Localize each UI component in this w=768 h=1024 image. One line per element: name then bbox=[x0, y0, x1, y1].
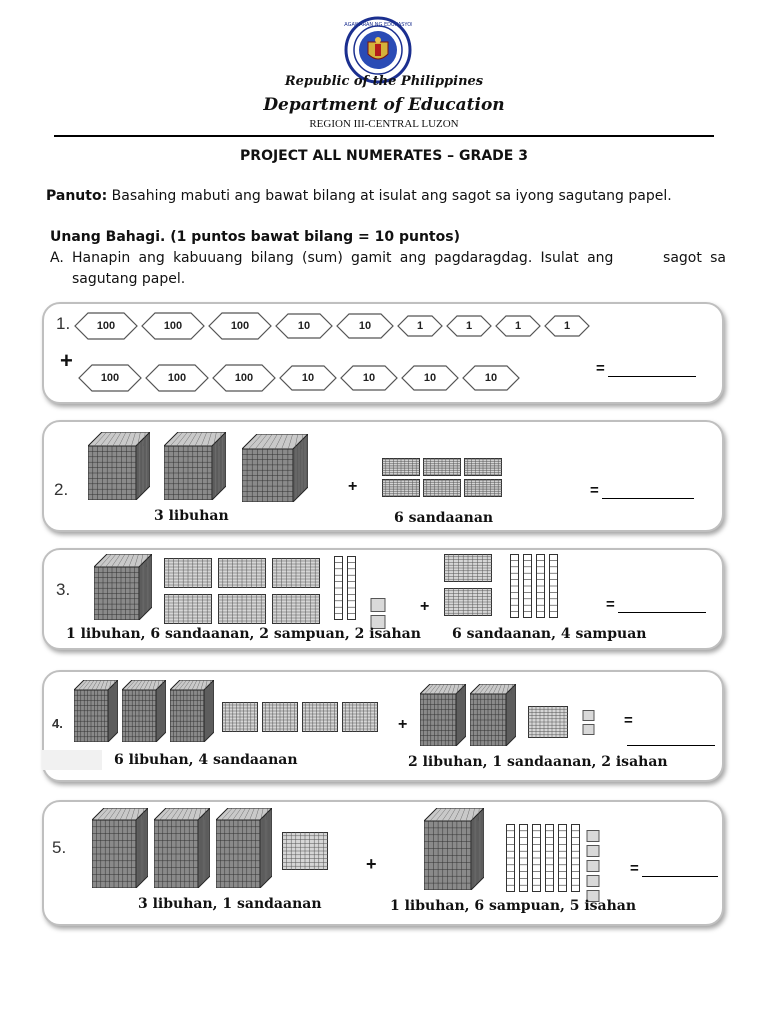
answer-blank[interactable] bbox=[596, 360, 696, 377]
place-value-token bbox=[544, 315, 590, 337]
hundred-flats bbox=[444, 554, 492, 620]
item-card-2 bbox=[42, 420, 724, 532]
equals-sign: = bbox=[624, 712, 633, 729]
hundred-flats bbox=[282, 832, 328, 874]
item-card-5 bbox=[42, 800, 724, 926]
item-number: 1. bbox=[56, 314, 71, 333]
place-value-token bbox=[462, 365, 520, 391]
caption-right: 6 sandaanan, 4 sampuan bbox=[452, 626, 647, 642]
department-text: Department of Education bbox=[263, 95, 505, 115]
one-units bbox=[586, 830, 600, 906]
place-value-token bbox=[401, 365, 459, 391]
place-value-token bbox=[74, 312, 138, 340]
instruction-line-2: sagutang papel. bbox=[72, 271, 186, 287]
item-number: 3. bbox=[56, 580, 71, 599]
thousand-cube bbox=[216, 808, 272, 892]
hundred-flats bbox=[528, 706, 568, 742]
place-value-token bbox=[208, 312, 272, 340]
place-value-token bbox=[446, 315, 492, 337]
thousand-cube bbox=[164, 432, 226, 504]
item-number: 4. bbox=[52, 716, 63, 731]
thousand-cube bbox=[74, 680, 118, 746]
caption-left: 3 libuhan, 1 sandaanan bbox=[138, 896, 322, 912]
token-value: 100 bbox=[230, 320, 250, 332]
ten-rods bbox=[506, 824, 580, 896]
part-heading: Unang Bahagi. (1 puntos bawat bilang = 10 puntos) bbox=[50, 229, 460, 245]
hundred-flats bbox=[222, 702, 378, 736]
instruction-line-1: Hanapin ang kabuuang bilang (sum) gamit ang pagdaragdag. Isulat ang sagot sa bbox=[72, 250, 726, 266]
thousand-cube bbox=[92, 808, 148, 892]
place-value-token bbox=[145, 364, 209, 392]
token-value: 100 bbox=[167, 372, 187, 384]
svg-text:KAGAWARAN NG EDUKASYON: KAGAWARAN NG EDUKASYON bbox=[344, 22, 412, 28]
token-value: 1 bbox=[563, 320, 571, 332]
place-value-token bbox=[275, 313, 333, 339]
place-value-token bbox=[495, 315, 541, 337]
plus-sign: + bbox=[420, 598, 430, 615]
caption-right: 6 sandaanan bbox=[394, 510, 494, 526]
thousand-cube bbox=[242, 434, 308, 506]
thousand-cube bbox=[88, 432, 150, 504]
answer-blank[interactable] bbox=[590, 482, 694, 499]
plus-sign: + bbox=[60, 348, 73, 373]
token-value: 1 bbox=[416, 320, 424, 332]
ten-rods bbox=[334, 556, 356, 624]
token-value: 100 bbox=[96, 320, 116, 332]
place-value-token bbox=[212, 364, 276, 392]
thousand-cube bbox=[420, 684, 466, 750]
token-value: 10 bbox=[358, 320, 372, 332]
place-value-token bbox=[141, 312, 205, 340]
token-value: 100 bbox=[163, 320, 183, 332]
item-number: 5. bbox=[52, 838, 67, 857]
caption-left: 3 libuhan bbox=[154, 508, 229, 524]
token-value: 1 bbox=[514, 320, 522, 332]
panuto-text: Basahing mabuti ang bawat bilang at isulat ang sagot sa iyong sagutang papel. bbox=[111, 188, 672, 204]
answer-blank[interactable] bbox=[630, 860, 718, 877]
caption-left: 6 libuhan, 4 sandaanan bbox=[114, 752, 298, 768]
hundred-flats bbox=[164, 558, 320, 628]
token-value: 10 bbox=[362, 372, 376, 384]
place-value-token bbox=[340, 365, 398, 391]
answer-blank[interactable] bbox=[606, 596, 706, 613]
plus-sign: + bbox=[398, 716, 408, 733]
thousand-cube bbox=[154, 808, 210, 892]
place-value-token bbox=[279, 365, 337, 391]
token-value: 1 bbox=[465, 320, 473, 332]
region-text: REGION III-CENTRAL LUZON bbox=[309, 118, 459, 130]
equals-sign: = bbox=[590, 482, 599, 499]
republic-text: Republic of the Philippines bbox=[284, 74, 484, 89]
equals-sign: = bbox=[596, 360, 605, 377]
item-number: 2. bbox=[54, 480, 69, 499]
header-rule bbox=[54, 135, 714, 137]
item-card-4 bbox=[42, 670, 724, 782]
caption-right: 2 libuhan, 1 sandaanan, 2 isahan bbox=[408, 754, 668, 770]
place-value-token bbox=[397, 315, 443, 337]
hundred-flats bbox=[382, 458, 502, 501]
equals-sign: = bbox=[606, 596, 615, 613]
plus-sign: + bbox=[366, 854, 377, 874]
instruction-letter: A. bbox=[50, 250, 64, 266]
token-value: 10 bbox=[297, 320, 311, 332]
blank-patch bbox=[42, 750, 102, 770]
place-value-token bbox=[336, 313, 394, 339]
panuto-label: Panuto: bbox=[46, 188, 108, 204]
page-title: PROJECT ALL NUMERATES – GRADE 3 bbox=[240, 148, 528, 164]
one-units bbox=[582, 710, 595, 739]
ten-rods bbox=[510, 554, 558, 622]
token-value: 100 bbox=[100, 372, 120, 384]
thousand-cube bbox=[424, 808, 484, 894]
item-card-1 bbox=[42, 302, 724, 404]
thousand-cube bbox=[94, 554, 152, 624]
equals-sign: = bbox=[630, 860, 639, 877]
answer-blank[interactable] bbox=[624, 712, 722, 746]
panuto-line bbox=[46, 188, 746, 204]
plus-sign: + bbox=[348, 478, 358, 495]
token-value: 100 bbox=[234, 372, 254, 384]
token-value: 10 bbox=[484, 372, 498, 384]
thousand-cube bbox=[170, 680, 214, 746]
thousand-cube bbox=[470, 684, 516, 750]
place-value-token bbox=[78, 364, 142, 392]
token-value: 10 bbox=[423, 372, 437, 384]
caption-left: 1 libuhan, 6 sandaanan, 2 sampuan, 2 isahan bbox=[66, 626, 421, 642]
thousand-cube bbox=[122, 680, 166, 746]
item-card-3 bbox=[42, 548, 724, 650]
caption-right: 1 libuhan, 6 sampuan, 5 isahan bbox=[390, 898, 637, 914]
token-value: 10 bbox=[301, 372, 315, 384]
